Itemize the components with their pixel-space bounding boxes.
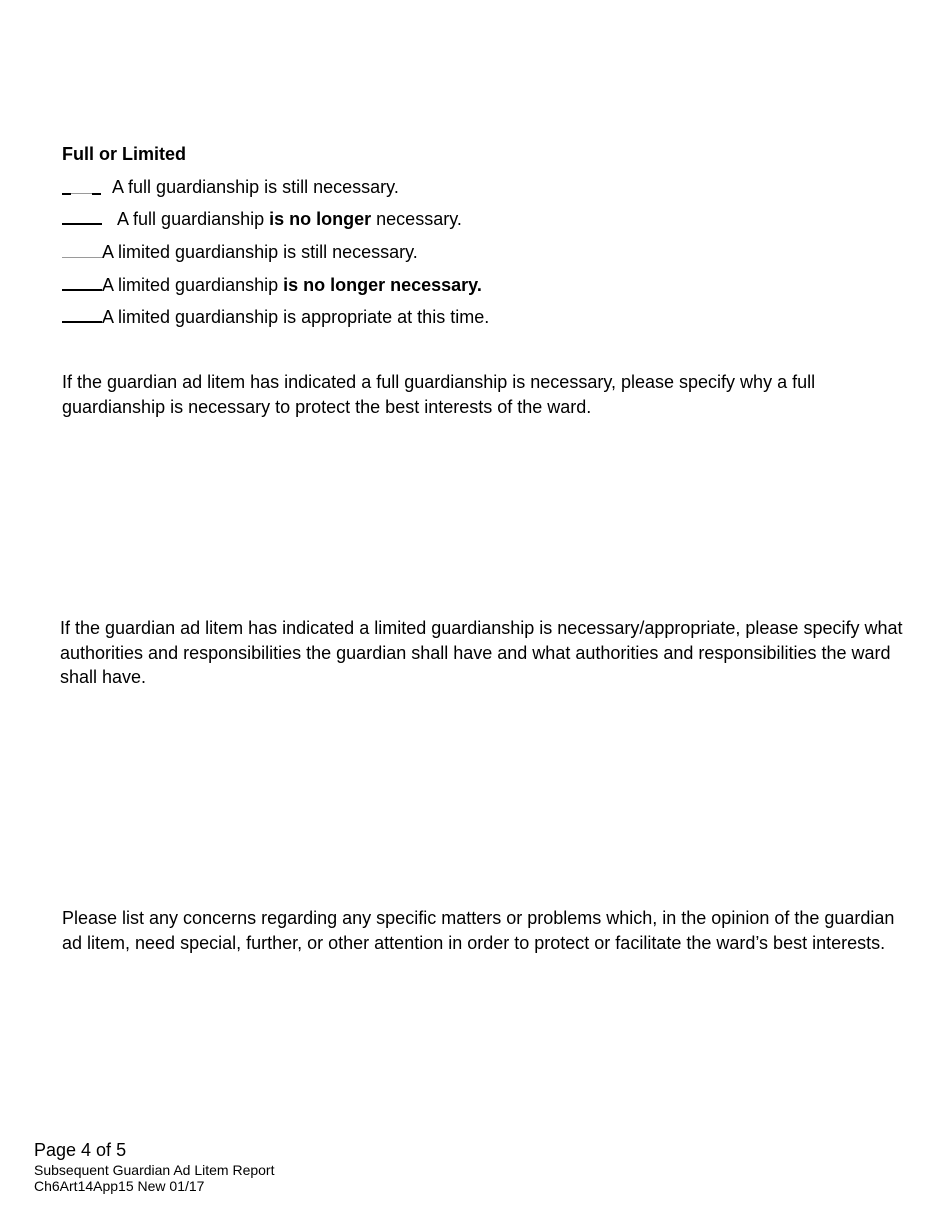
checkbox-blank-line[interactable] — [62, 307, 102, 323]
option-text: A limited guardianship is no longer necessary. — [102, 275, 482, 295]
option-limited-still-necessary — [62, 241, 418, 263]
section-title: Full or Limited — [62, 144, 186, 164]
concerns-answer-area[interactable] — [62, 984, 897, 1124]
checkbox-blank-line[interactable] — [62, 275, 102, 291]
limited-guardianship-question: If the guardian ad litem has indicated a limited guardianship is necessary/appropriate, please specify what authorities and responsibilities the guardian shall have and what authorities and responsibilities the ward shall have. — [60, 618, 903, 687]
checkbox-blank-line[interactable] — [62, 209, 102, 225]
option-limited-appropriate — [62, 306, 489, 328]
limited-guardianship-answer-area[interactable] — [60, 690, 900, 895]
full-guardianship-question: If the guardian ad litem has indicated a full guardianship is necessary, please specify why a full guardianship is necessary to protect the best interests of the ward. — [62, 372, 816, 417]
option-emphasis: is no longer — [269, 209, 372, 229]
option-emphasis: is no longer necessary. — [283, 275, 482, 295]
form-code: Ch6Art14App15 New 01/17 — [34, 1178, 205, 1194]
option-limited-no-longer-necessary — [62, 274, 482, 296]
option-full-no-longer-necessary — [62, 208, 462, 230]
checkbox-blank-line[interactable] — [62, 179, 102, 193]
option-text: A full guardianship is still necessary. — [112, 177, 399, 197]
page-number: Page 4 of 5 — [34, 1140, 127, 1160]
checkbox-blank-line[interactable] — [62, 243, 102, 258]
form-title: Subsequent Guardian Ad Litem Report — [34, 1162, 275, 1178]
concerns-question: Please list any concerns regarding any specific matters or problems which, in the opinion of the guardian ad litem, need special, further, or other attention in order to protect or facilitate the ward’s best interests. — [62, 908, 895, 953]
option-text: A limited guardianship is still necessary. — [102, 242, 418, 262]
option-text: A full guardianship is no longer necessary. — [117, 209, 462, 229]
option-text: A limited guardianship is appropriate at this time. — [102, 307, 490, 327]
full-guardianship-answer-area[interactable] — [62, 420, 882, 600]
option-full-still-necessary — [62, 176, 399, 198]
